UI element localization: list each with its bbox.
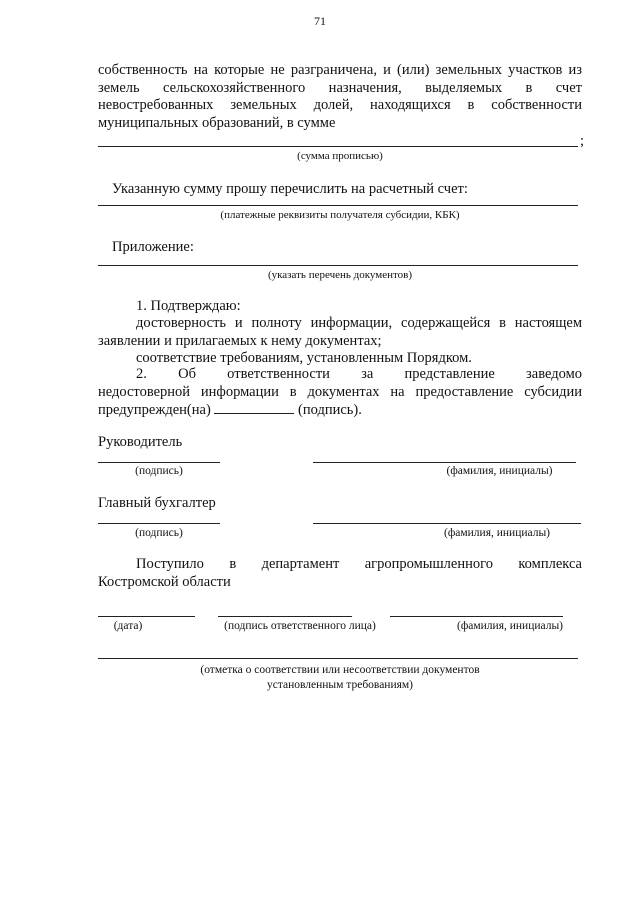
warning-line bbox=[98, 401, 582, 420]
head-label: Руководитель bbox=[98, 434, 183, 450]
intro-line: собственность на которые не разграничена, и (или) земельных участков из bbox=[98, 62, 582, 78]
conformity-caption-line: (отметка о соответствии или несоответствии документов bbox=[200, 664, 480, 676]
accountant-name-line bbox=[313, 523, 581, 524]
attachment-line bbox=[98, 265, 578, 266]
semicolon: ; bbox=[580, 133, 585, 149]
sum-line bbox=[98, 146, 578, 147]
sum-caption: (сумма прописью) bbox=[297, 150, 383, 162]
intro-line: земель сельскохозяйственного назначения, выделяемых в счет bbox=[98, 79, 582, 96]
compliance-line: соответствие требованиям, установленным Порядком. bbox=[136, 350, 472, 366]
responsible-caption: (подпись ответственного лица) bbox=[224, 620, 376, 632]
confirm-line: заявлении и прилагаемых к нему документах; bbox=[98, 332, 382, 349]
date-line bbox=[98, 616, 195, 617]
head-signature-caption: (подпись) bbox=[135, 465, 183, 477]
head-name-line bbox=[313, 462, 576, 463]
account-caption: (платежные реквизиты получателя субсидии, КБК) bbox=[220, 209, 460, 221]
warning-paragraph bbox=[98, 366, 582, 420]
accountant-name-caption: (фамилия, инициалы) bbox=[443, 527, 551, 539]
accountant-signature-caption: (подпись) bbox=[135, 527, 183, 539]
received-paragraph bbox=[98, 556, 582, 591]
signature-blank bbox=[214, 401, 294, 414]
attachment-caption: (указать перечень документов) bbox=[267, 269, 413, 281]
confirm-paragraph bbox=[98, 315, 582, 350]
page-number: 71 bbox=[314, 14, 326, 28]
responsible-line bbox=[218, 616, 352, 617]
head-signature-line bbox=[98, 462, 220, 463]
received-name-caption: (фамилия, инициалы) bbox=[456, 620, 564, 632]
warned-label: предупрежден(на) bbox=[98, 402, 211, 418]
confirm-title: 1. Подтверждаю: bbox=[136, 298, 241, 314]
received-name-line bbox=[390, 616, 563, 617]
intro-paragraph bbox=[98, 62, 582, 132]
conformity-caption bbox=[98, 663, 582, 693]
warning-line: недостоверной информации в документах на предоставление субсидии bbox=[98, 383, 582, 400]
intro-line: невостребованных земельных долей, находящихся в собственности bbox=[98, 97, 582, 113]
account-text: Указанную сумму прошу перечислить на расчетный счет: bbox=[112, 181, 468, 197]
warning-line: 2. Об ответственности за представление заведомо bbox=[136, 366, 582, 382]
accountant-signature-line bbox=[98, 523, 220, 524]
account-line bbox=[98, 205, 578, 206]
date-caption: (дата) bbox=[113, 620, 143, 632]
conformity-line bbox=[98, 658, 578, 659]
confirm-line: достоверность и полноту информации, содержащейся в настоящем bbox=[136, 315, 582, 331]
received-line: Поступило в департамент агропромышленного комплекса bbox=[136, 556, 582, 572]
head-name-caption: (фамилия, инициалы) bbox=[446, 465, 553, 477]
attachment-label: Приложение: bbox=[112, 239, 194, 255]
accountant-label: Главный бухгалтер bbox=[98, 495, 216, 511]
intro-line: муниципальных образований, в сумме bbox=[98, 114, 336, 131]
signature-word: (подпись). bbox=[298, 402, 362, 418]
conformity-caption-line: установленным требованиям) bbox=[266, 679, 414, 691]
received-line: Костромской области bbox=[98, 573, 231, 590]
